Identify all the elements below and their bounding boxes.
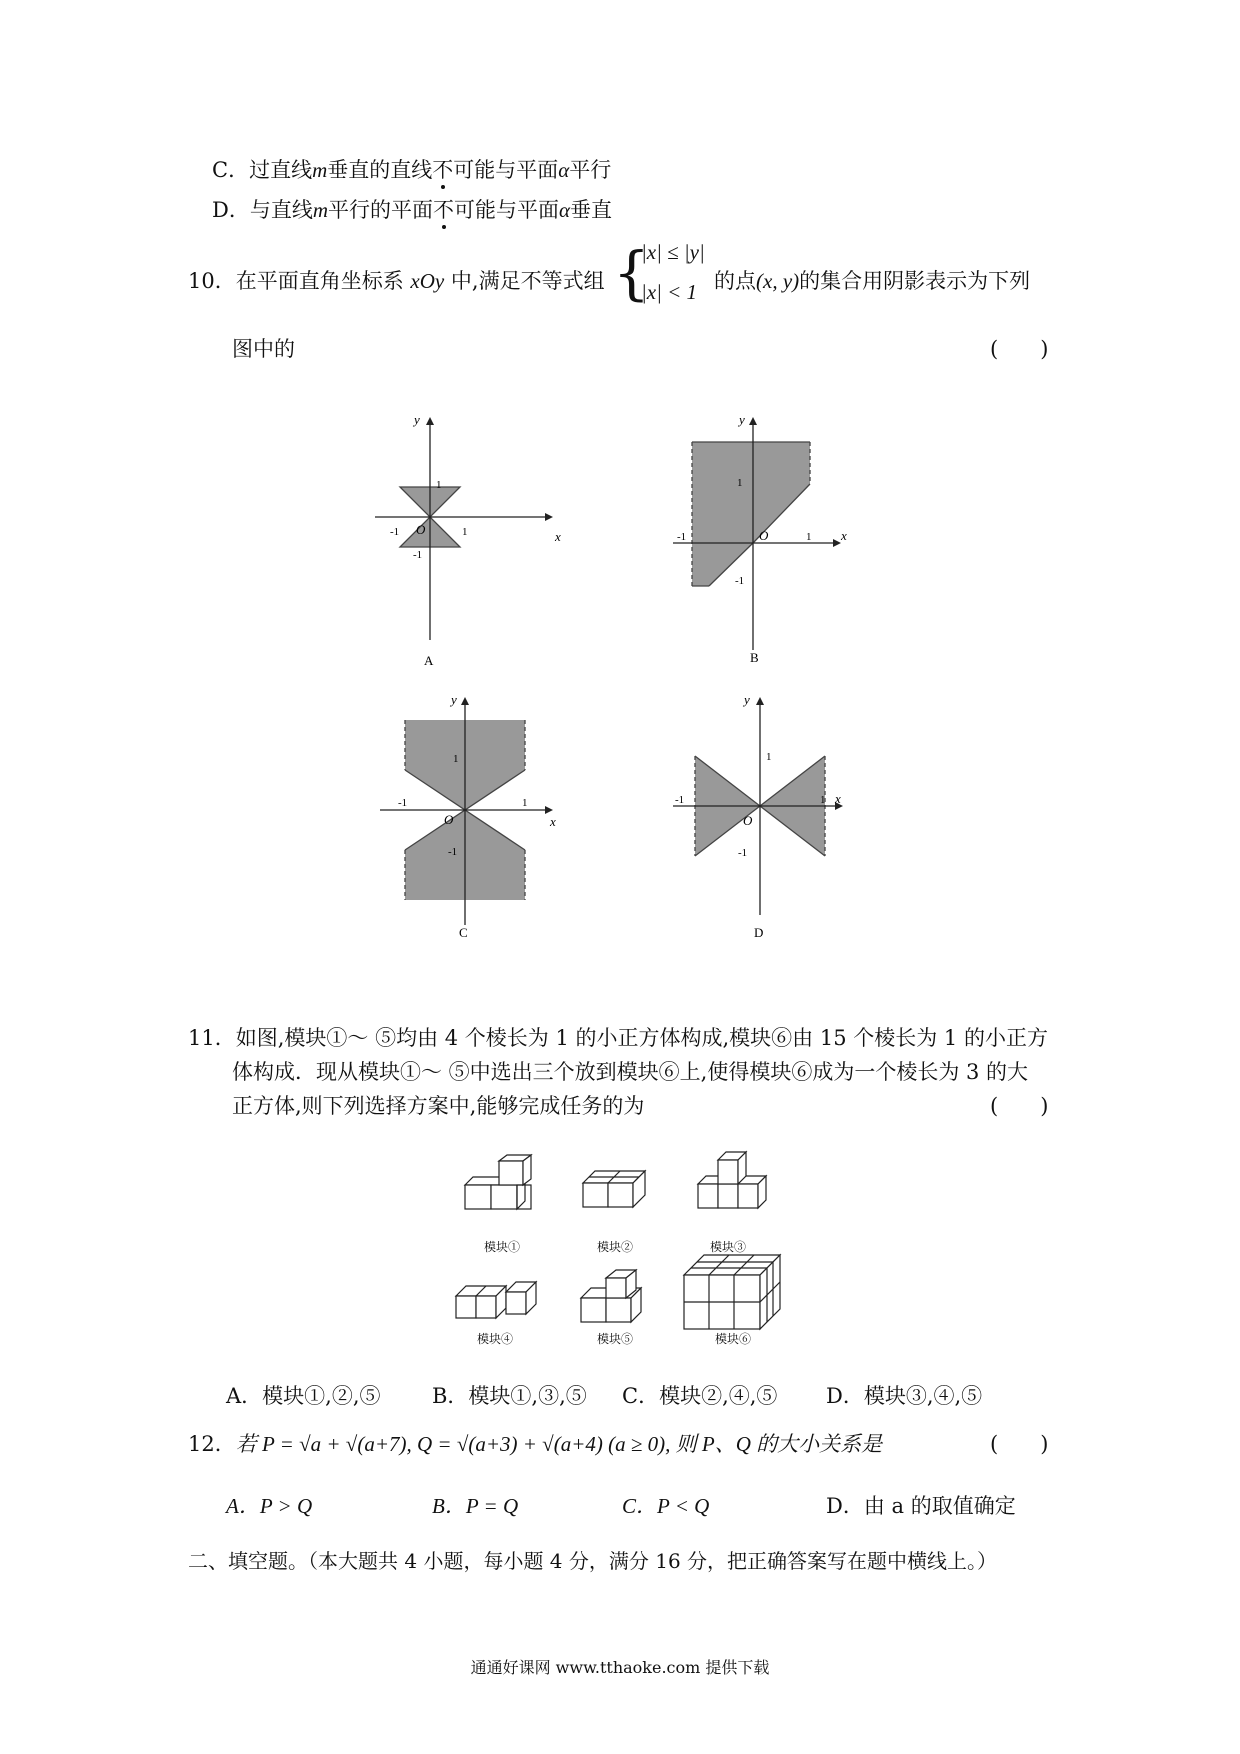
module-6 xyxy=(680,1255,790,1340)
section-2-title: 二、填空题。（本大题共 4 小题，每小题 4 分，满分 16 分，把正确答案写在题中横线上。） xyxy=(188,1549,998,1573)
tick-label: 1 xyxy=(436,479,442,491)
tick-label: -1 xyxy=(675,794,685,806)
brace-symbol: { xyxy=(613,239,650,307)
q12-option-a[interactable]: A．P > Q xyxy=(226,1494,313,1518)
x-axis-label: x xyxy=(835,791,841,806)
q12-option-b[interactable]: B．P = Q xyxy=(432,1494,519,1518)
figure-c xyxy=(370,690,560,940)
tick-label: 1 xyxy=(522,797,528,809)
y-arrow xyxy=(461,697,469,705)
module-3-caption: 模块③ xyxy=(709,1240,746,1254)
y-axis-label: y xyxy=(414,412,420,427)
tick-label: -1 xyxy=(738,847,748,859)
module-5-caption: 模块⑤ xyxy=(596,1332,633,1346)
q10-stem-end: 的点(x, y)的集合用阴影表示为下列 xyxy=(714,269,1031,293)
module-3 xyxy=(690,1152,790,1237)
origin-label: O xyxy=(759,528,769,543)
q11-option-b[interactable]: B．模块①,③,⑤ xyxy=(432,1384,587,1408)
shade-b xyxy=(692,442,810,586)
figure-label: A xyxy=(424,653,434,668)
y-arrow xyxy=(749,417,757,425)
q10-answer-paren: ( ) xyxy=(990,337,1049,361)
q9-option-c: C．过直线m垂直的直线不可能与平面α平行 xyxy=(212,158,612,182)
tick-label: -1 xyxy=(390,526,400,538)
q11-answer-paren: ( ) xyxy=(990,1094,1049,1118)
y-axis-label: y xyxy=(739,412,745,427)
q12-stem: 12．若 P = √a + √(a+7), Q = √(a+3) + √(a+4) (a ≥ 0), 则 P、Q 的大小关系是 xyxy=(188,1432,883,1456)
module-4-caption: 模块④ xyxy=(476,1332,513,1346)
figure-a xyxy=(370,410,560,670)
module-2-caption: 模块② xyxy=(596,1240,633,1254)
module-6-caption: 模块⑥ xyxy=(714,1332,751,1346)
figure-b xyxy=(665,410,855,670)
tick-label: 1 xyxy=(806,531,812,543)
q10-stem: 10．在平面直角坐标系 xOy 中,满足不等式组 xyxy=(188,269,605,293)
q12-answer-paren: ( ) xyxy=(990,1432,1049,1456)
figure-label: D xyxy=(754,925,764,940)
q10-stem-line2: 图中的 xyxy=(232,337,295,361)
module-1-caption: 模块① xyxy=(483,1240,520,1254)
x-axis-label: x xyxy=(841,528,847,543)
x-arrow xyxy=(545,806,553,814)
inequality-system: { |x| ≤ |y| |x| < 1 xyxy=(613,239,705,307)
tick-label: 1 xyxy=(737,477,743,489)
q12-option-d[interactable]: D．由 a 的取值确定 xyxy=(826,1494,1016,1518)
module-2 xyxy=(575,1165,675,1235)
origin-label: O xyxy=(444,812,454,827)
q11-option-a[interactable]: A．模块①,②,⑤ xyxy=(226,1384,381,1408)
q11-option-c[interactable]: C．模块②,④,⑤ xyxy=(622,1384,778,1408)
x-arrow xyxy=(833,539,841,547)
q11-stem-line1: 11．如图,模块①～ ⑤均由 4 个棱长为 1 的小正方体构成,模块⑥由 15 个棱长为 1 的小正方 xyxy=(188,1026,1048,1050)
origin-label: O xyxy=(743,813,753,828)
tick-label: 1 xyxy=(820,794,826,806)
y-axis-label: y xyxy=(744,692,750,707)
tick-label: -1 xyxy=(677,531,687,543)
tick-label: 1 xyxy=(766,751,772,763)
tick-label: -1 xyxy=(735,575,745,587)
tick-label: 1 xyxy=(462,526,468,538)
tick-label: 1 xyxy=(453,753,459,765)
y-arrow xyxy=(756,697,764,705)
module-1 xyxy=(455,1155,565,1235)
q11-stem-line3: 正方体,则下列选择方案中,能够完成任务的为 xyxy=(232,1094,645,1118)
figure-d xyxy=(665,690,855,940)
tick-label: -1 xyxy=(413,549,423,561)
x-axis-label: x xyxy=(550,814,556,829)
q11-stem-line2: 体构成．现从模块①～ ⑤中选出三个放到模块⑥上,使得模块⑥成为一个棱长为 3 的大 xyxy=(232,1060,1029,1084)
tick-label: -1 xyxy=(448,846,458,858)
x-axis-label: x xyxy=(555,529,561,544)
page-footer: 通通好课网 www.tthaoke.com 提供下载 xyxy=(470,1658,770,1677)
tick-label: -1 xyxy=(398,797,408,809)
origin-label: O xyxy=(416,522,426,537)
figure-label: C xyxy=(459,925,468,940)
y-arrow xyxy=(426,417,434,425)
q9-option-d: D．与直线m平行的平面不可能与平面α垂直 xyxy=(212,198,613,222)
x-arrow xyxy=(545,513,553,521)
q11-option-d[interactable]: D．模块③,④,⑤ xyxy=(826,1384,983,1408)
y-axis-label: y xyxy=(451,692,457,707)
q12-option-c[interactable]: C．P < Q xyxy=(622,1494,710,1518)
figure-label: B xyxy=(750,650,759,665)
